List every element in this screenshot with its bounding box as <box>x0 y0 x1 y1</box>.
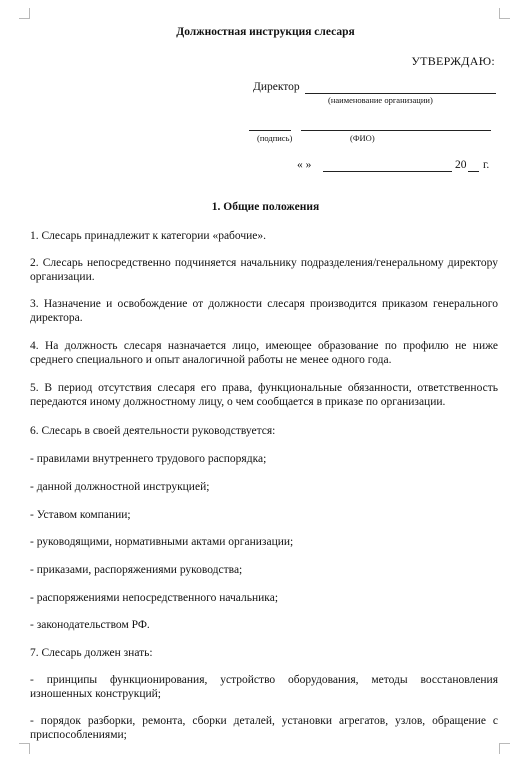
list-item: - приказами, распоряжениями руководства; <box>30 564 243 576</box>
date-year-prefix: 20 <box>455 159 467 171</box>
list-item: - данной должностной инструкцией; <box>30 481 210 493</box>
paragraph-6: 6. Слесарь в своей деятельности руководствуется: <box>30 425 276 437</box>
fio-line <box>301 130 491 131</box>
paragraph-3: 3. Назначение и освобождение от должности слесаря производится приказом генерального директора. <box>30 298 498 324</box>
list-item: - руководящими, нормативными актами организации; <box>30 536 294 548</box>
page-corner-mark <box>19 8 30 19</box>
paragraph-2: 2. Слесарь непосредственно подчиняется начальнику подразделения/генеральному директору организации. <box>30 257 498 283</box>
paragraph-4: 4. На должность слесаря назначается лицо, имеющее образование по профилю не ниже среднего специального и опыт аналогичной работы не менее одного года. <box>30 340 498 366</box>
signature-line <box>249 130 291 131</box>
list-item: - принципы функционирования, устройство оборудования, методы восстановления изношенных конструкций; <box>30 674 498 700</box>
page-corner-mark <box>499 743 510 754</box>
director-label: Директор <box>253 81 300 93</box>
date-month-line <box>323 171 452 172</box>
approval-label: УТВЕРЖДАЮ: <box>411 54 495 68</box>
paragraph-7: 7. Слесарь должен знать: <box>30 647 153 659</box>
fio-caption: (ФИО) <box>350 133 375 143</box>
list-item: - Уставом компании; <box>30 509 131 521</box>
list-item: - законодательством РФ. <box>30 619 150 631</box>
organization-caption: (наименование организации) <box>328 95 433 105</box>
paragraph-5: 5. В период отсутствия слесаря его права, функциональные обязанности, ответственность передаются иному должностному лицу, о чем сообщается в приказе по организации. <box>30 382 498 408</box>
page-corner-mark <box>499 8 510 19</box>
section-heading: 1. Общие положения <box>211 201 320 213</box>
list-item: - порядок разборки, ремонта, сборки деталей, установки агрегатов, узлов, обращение с приспособлениями; <box>30 715 498 741</box>
list-item: - распоряжениями непосредственного начальника; <box>30 592 279 604</box>
paragraph-1: 1. Слесарь принадлежит к категории «рабочие». <box>30 230 267 242</box>
date-year-suffix: г. <box>483 159 490 171</box>
date-day-quotes: « » <box>297 159 312 171</box>
organization-line <box>305 93 496 94</box>
date-year-line <box>468 171 479 172</box>
page-corner-mark <box>19 743 30 754</box>
list-item: - правилами внутреннего трудового распорядка; <box>30 453 267 465</box>
document-title: Должностная инструкция слесаря <box>176 26 355 38</box>
signature-caption: (подпись) <box>257 133 293 143</box>
